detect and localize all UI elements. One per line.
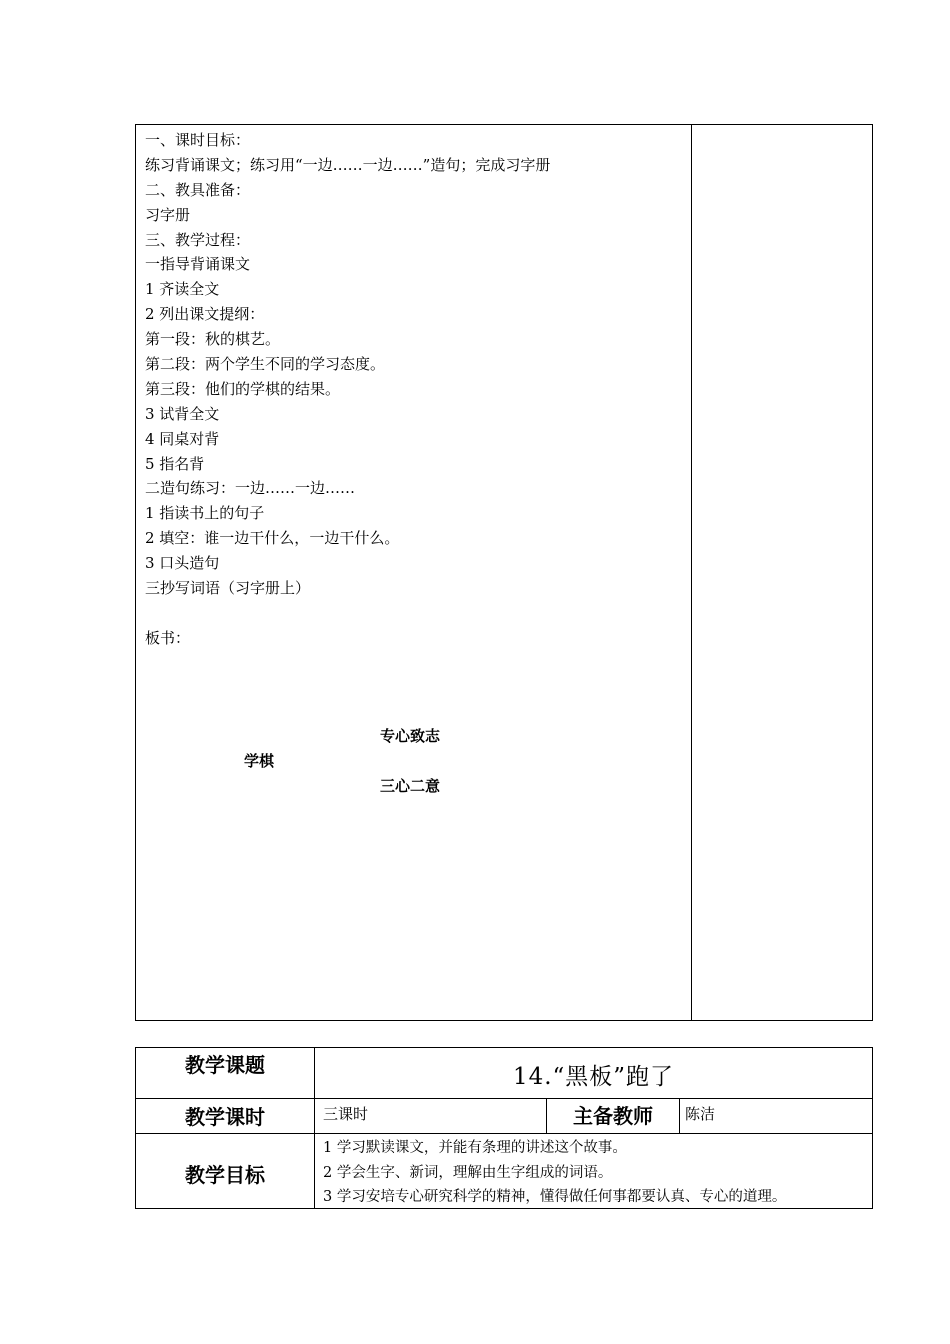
hours-value: 三课时 [323,1105,369,1123]
lesson-title: 14.“黑板”跑了 [512,1064,675,1090]
lesson-info-table [135,1047,873,1209]
process-line: 2 列出课文提纲： [145,305,265,324]
process-line: 习字册 [145,205,191,224]
blackboard-diagram [136,125,686,1022]
process-line: 二造句练习：一边……一边…… [145,479,356,498]
teacher-label: 主备教师 [573,1104,653,1128]
process-line: 5 指名背 [145,454,205,473]
goal-item: 1 学习默读课文，并能有条理的讲述这个故事。 [323,1140,627,1156]
process-line: 第三段：他们的学棋的结果。 [145,379,341,398]
column-divider [691,125,692,1020]
process-line: 3 口头造句 [145,554,220,573]
process-line: 1 指读书上的句子 [145,504,265,523]
goal-item: 3 学习安培专心研究科学的精神，懂得做任何事都要认真、专心的道理。 [323,1189,787,1205]
process-line: 三抄写词语（习字册上） [145,579,311,598]
process-line: 1 齐读全文 [145,280,220,299]
goals-label: 教学目标 [185,1163,265,1187]
process-line: 二、教具准备： [145,180,251,199]
process-line: 练习背诵课文；练习用“一边……一边……”造句；完成习字册 [145,155,551,174]
board-heading: 板书： [145,628,191,647]
process-line: 4 同桌对背 [145,429,220,448]
process-line: 2 填空：谁一边干什么，一边干什么。 [145,529,400,548]
board-bottom-word: 三心二意 [380,777,441,795]
process-line: 第一段：秋的棋艺。 [145,330,281,349]
process-line: 3 试背全文 [145,404,220,423]
process-line: 第二段：两个学生不同的学习态度。 [145,355,386,374]
board-top-word: 专心致志 [380,727,441,745]
goal-item: 2 学会生字、新词，理解由生字组成的词语。 [323,1165,613,1181]
process-line: 一、课时目标： [145,131,251,149]
lesson-process-table [135,124,873,1021]
hours-label: 教学课时 [185,1105,265,1129]
teacher-value: 陈洁 [685,1105,716,1123]
process-line: 三、教学过程： [145,230,251,249]
grid-line [679,1098,680,1133]
grid-line [136,1133,872,1134]
board-center-word: 学棋 [244,752,275,770]
grid-line [136,1098,872,1099]
topic-label: 教学课题 [185,1053,265,1077]
process-line: 一指导背诵课文 [145,255,251,274]
